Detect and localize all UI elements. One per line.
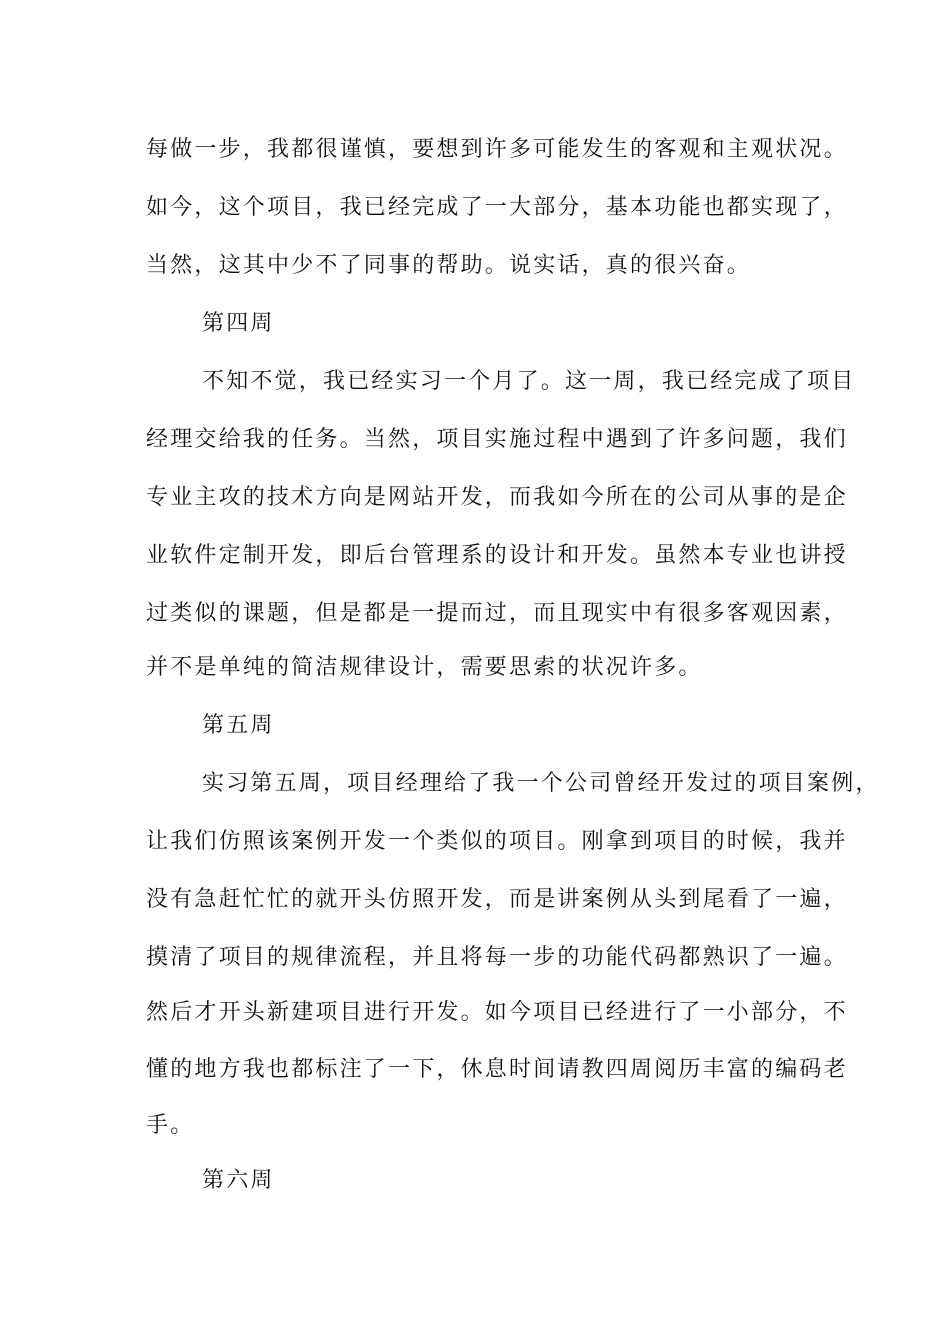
paragraph-line: 如今，这个项目，我已经完成了一大部分，基本功能也都实现了， xyxy=(146,195,848,220)
paragraph-line: 当然，这其中少不了同事的帮助。说实话，真的很兴奋。 xyxy=(146,253,752,278)
paragraph-line: 让我们仿照该案例开发一个类似的项目。刚拿到项目的时候，我并 xyxy=(146,829,848,854)
paragraph-line: 业软件定制开发，即后台管理系的设计和开发。虽然本专业也讲授 xyxy=(146,543,848,568)
week-heading-4: 第四周 xyxy=(202,311,275,336)
week-heading-5: 第五周 xyxy=(202,713,275,738)
paragraph-line: 没有急赶忙忙的就开头仿照开发，而是讲案例从头到尾看了一遍， xyxy=(146,887,848,912)
paragraph-line: 然后才开头新建项目进行开发。如今项目已经进行了一小部分，不 xyxy=(146,1000,848,1025)
paragraph-line: 专业主攻的技术方向是网站开发，而我如今所在的公司从事的是企 xyxy=(146,485,848,510)
paragraph-line: 实习第五周，项目经理给了我一个公司曾经开发过的项目案例， xyxy=(202,771,880,796)
paragraph-line: 懂的地方我也都标注了一下，休息时间请教四周阅历丰富的编码老 xyxy=(146,1057,848,1082)
paragraph-line: 摸清了项目的规律流程，并且将每一步的功能代码都熟识了一遍。 xyxy=(146,945,848,970)
paragraph-line: 过类似的课题，但是都是一提而过，而且现实中有很多客观因素， xyxy=(146,601,848,626)
week-heading-6: 第六周 xyxy=(202,1168,275,1193)
paragraph-line: 手。 xyxy=(146,1113,195,1138)
paragraph-line: 经理交给我的任务。当然，项目实施过程中遇到了许多问题，我们 xyxy=(146,427,848,452)
paragraph-line: 每做一步，我都很谨慎，要想到许多可能发生的客观和主观状况。 xyxy=(146,137,848,162)
paragraph-line: 不知不觉，我已经实习一个月了。这一周，我已经完成了项目 xyxy=(202,369,856,394)
paragraph-line: 并不是单纯的简洁规律设计，需要思索的状况许多。 xyxy=(146,655,703,680)
